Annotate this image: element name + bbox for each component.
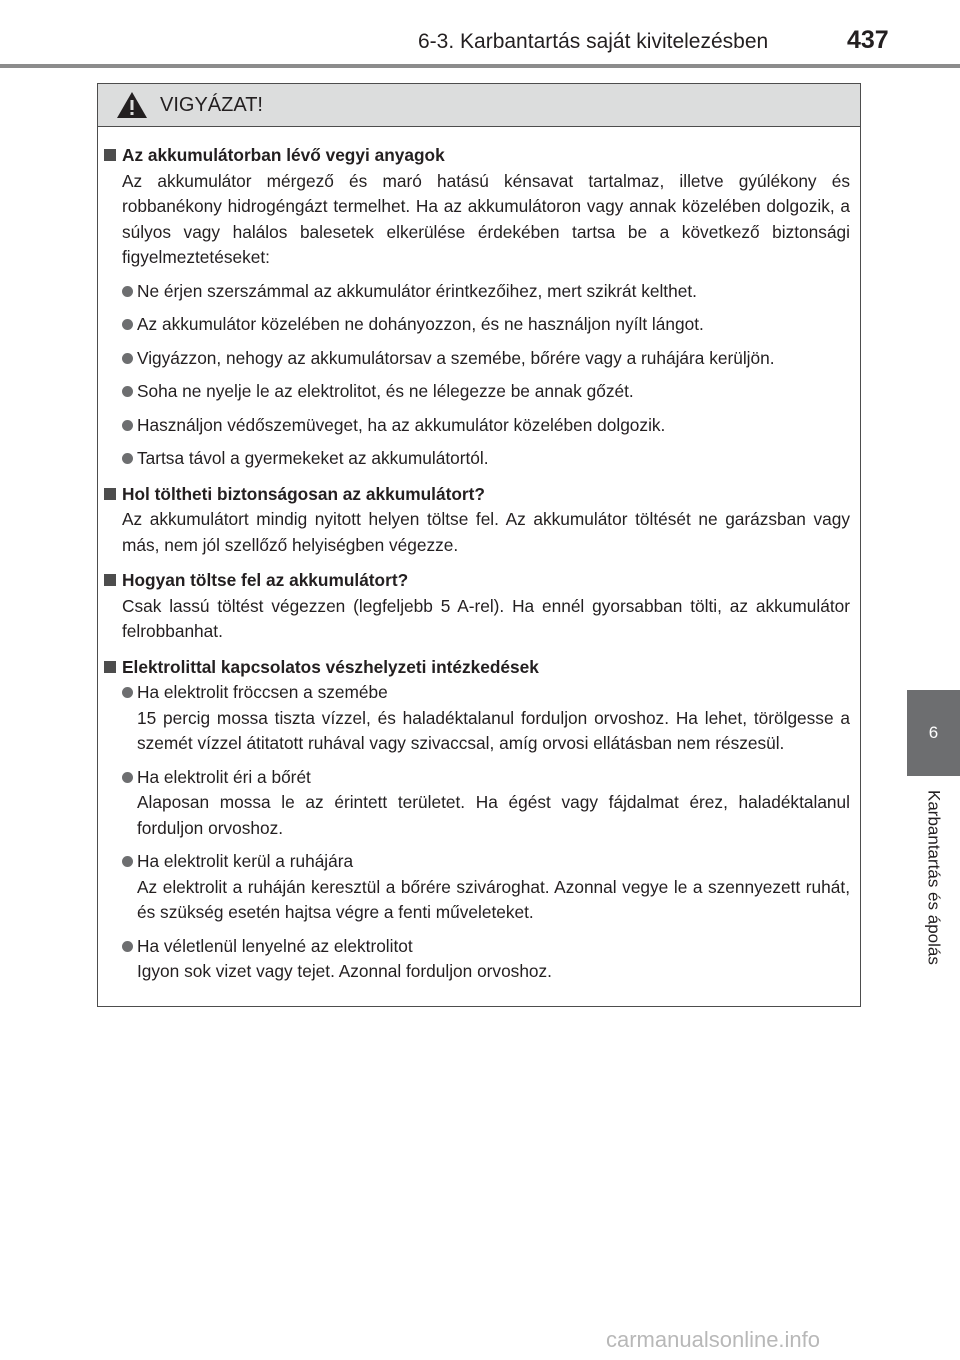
section-heading-row — [104, 482, 850, 508]
section-paragraph: Az akkumulátor mérgező és maró hatású kénsavat tartalmaz, illetve gyúlékony és robbanékony hidrogéngázt termelhet. Ha az akkumulátoron vagy annak közelében dolgozik, a súlyos vagy halálos balesetek elkerülése érdekében tartsa be a következő biztonsági figyelmeztetéseket: — [122, 170, 850, 267]
section-heading-row — [104, 655, 850, 681]
list-item-text: Használjon védőszemüveget, ha az akkumulátor közelében dolgozik. — [137, 414, 666, 435]
header-title: 6-3. Karbantartás saját kivitelezésben — [418, 30, 769, 53]
list-item-text: Vigyázzon, nehogy az akkumulátorsav a szemébe, bőrére vagy a ruhájára kerüljön. — [137, 347, 775, 368]
square-bullet-icon — [104, 488, 116, 500]
section-heading-row — [104, 568, 850, 594]
section-charging-location — [104, 482, 850, 559]
list-item — [122, 379, 850, 405]
list-item — [122, 312, 850, 338]
section-charging-method — [104, 568, 850, 645]
section-title: Az akkumulátorban lévő vegyi anyagok — [122, 145, 445, 165]
list-item — [122, 346, 850, 372]
bullet-dot-icon — [122, 453, 133, 464]
list-item-text: Az akkumulátor közelében ne dohányozzon, és ne használjon nyílt lángot. — [137, 314, 704, 334]
list-item-text: Soha ne nyelje le az elektrolitot, és ne lélegezze be annak gőzét. — [137, 381, 634, 401]
bullet-dot-icon — [122, 420, 133, 431]
list-item — [122, 413, 850, 439]
warning-body — [98, 127, 860, 985]
bullet-dot-icon — [122, 353, 133, 364]
list-item-title: Ha elektrolit éri a bőrét — [137, 766, 311, 787]
header-divider — [0, 64, 960, 68]
chapter-number: 6 — [928, 723, 939, 742]
list-item — [122, 680, 850, 757]
section-title: Elektrolittal kapcsolatos vészhelyzeti intézkedések — [122, 656, 539, 677]
list-item-text: Tartsa távol a gyermekeket az akkumulátortól. — [137, 448, 489, 468]
warning-title: VIGYÁZAT! — [160, 93, 263, 116]
square-bullet-icon — [104, 149, 116, 161]
warning-triangle-icon — [116, 91, 148, 119]
list-item-text: 15 percig mossa tiszta vízzel, és haladéktalanul forduljon orvoshoz. Ha lehet, törölgesse a szemét vízzel átitatott ruhával vagy szivaccsal, amíg orvosi ellátásban nem részesül. — [137, 707, 850, 753]
warning-box — [97, 83, 861, 1007]
list-item-content — [137, 680, 850, 757]
bullet-dot-icon — [122, 856, 133, 867]
bullet-dot-icon — [122, 687, 133, 698]
section-emergency — [104, 655, 850, 985]
bullet-dot-icon — [122, 941, 133, 952]
chapter-label: Karbantartás és ápolás — [924, 790, 944, 965]
bullet-dot-icon — [122, 386, 133, 397]
list-item — [122, 934, 850, 985]
section-title: Hol töltheti biztonságosan az akkumulátort? — [122, 483, 485, 504]
list-item-title: Ha elektrolit kerül a ruhájára — [137, 851, 354, 871]
section-title: Hogyan töltse fel az akkumulátort? — [122, 570, 409, 590]
list-item — [122, 279, 850, 305]
list-item-text: Az elektrolit a ruháján keresztül a bőrére szivároghat. Azonnal vegye le a szennyezett ruhát, és szükség esetén hajtsa végre a fenti műveleteket. — [137, 876, 850, 922]
watermark: carmanualsonline.info — [606, 1327, 821, 1352]
list-item-title: Ha véletlenül lenyelné az elektrolitot — [137, 935, 413, 956]
page-number: 437 — [847, 26, 889, 54]
list-item-title: Ha elektrolit fröccsen a szemébe — [137, 682, 388, 702]
list-item — [122, 446, 850, 472]
chapter-tab — [907, 690, 960, 776]
section-heading-row — [104, 143, 850, 169]
square-bullet-icon — [104, 661, 116, 673]
list-item — [122, 849, 850, 926]
square-bullet-icon — [104, 574, 116, 586]
list-item-content — [137, 765, 850, 842]
bullet-dot-icon — [122, 319, 133, 330]
warning-header — [98, 84, 860, 127]
list-item — [122, 765, 850, 842]
list-item-text: Alaposan mossa le az érintett területet. Ha égést vagy fájdalmat érez, haladéktalanul forduljon orvoshoz. — [137, 792, 850, 838]
list-item-content — [137, 934, 850, 985]
section-paragraph: Az akkumulátort mindig nyitott helyen töltse fel. Az akkumulátor töltését ne garázsban vagy más, nem jól szellőző helyiségben végezze. — [122, 509, 850, 555]
bullet-dot-icon — [122, 286, 133, 297]
section-paragraph: Csak lassú töltést végezzen (legfeljebb 5 A-rel). Ha ennél gyorsabban tölti, az akkumulátor felrobbanhat. — [122, 595, 850, 641]
section-chemicals — [104, 143, 850, 472]
list-item-text: Igyon sok vizet vagy tejet. Azonnal forduljon orvoshoz. — [137, 961, 552, 981]
list-item-text: Ne érjen szerszámmal az akkumulátor érintkezőihez, mert szikrát kelthet. — [137, 280, 697, 301]
list-item-content — [137, 849, 850, 926]
chapter-label-container — [907, 790, 960, 1010]
bullet-dot-icon — [122, 772, 133, 783]
